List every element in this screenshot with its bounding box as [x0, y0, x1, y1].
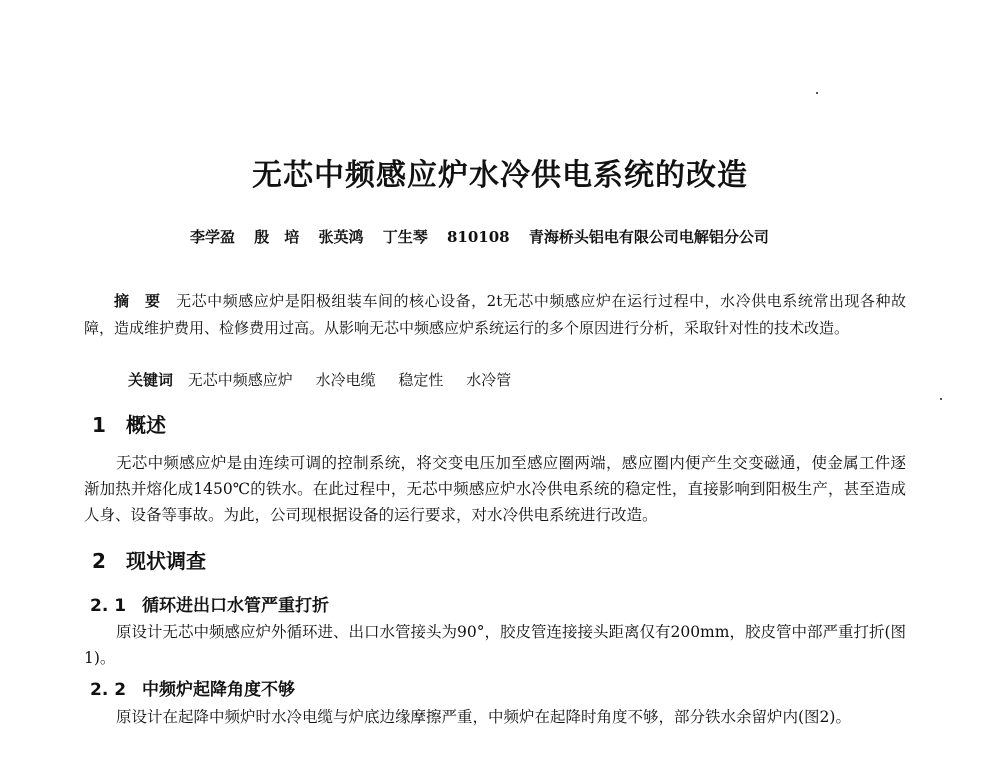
section-heading [92, 409, 166, 438]
author-line [190, 226, 783, 247]
section-title: 现状调查 [126, 549, 206, 573]
subsection-number: 2. 1 [90, 596, 127, 616]
section-heading [92, 545, 206, 574]
keyword: 水冷电缆 [315, 371, 376, 389]
subsection-heading [90, 591, 329, 616]
author-name: 丁生琴 [382, 228, 428, 246]
keyword: 无芯中频感应炉 [187, 371, 293, 389]
scan-speck [816, 92, 818, 94]
author-name: 张英鸿 [318, 228, 364, 246]
scan-speck [940, 398, 942, 400]
author-name: 殷 培 [254, 228, 300, 246]
keyword: 水冷管 [466, 371, 512, 389]
section-title: 概述 [126, 413, 166, 437]
section-number: 2 [92, 549, 106, 573]
subsection-title: 循环进出口水管严重打折 [142, 596, 329, 616]
subsection-heading [90, 675, 295, 700]
keyword: 稳定性 [398, 371, 444, 389]
subsection-title: 中频炉起降角度不够 [142, 680, 295, 700]
abstract [84, 288, 906, 342]
affiliation: 青海桥头铝电有限公司电解铝分公司 [528, 228, 769, 246]
postal-code: 810108 [447, 228, 510, 246]
section-paragraph: 无芯中频感应炉是由连续可调的控制系统，将交变电压加至感应圈两端，感应圈内便产生交变磁通，使金属工件逐渐加热并熔化成1450℃的铁水。在此过程中，无芯中频感应炉水冷供电系统的稳定性，直接影响到阳极生产，甚至造成人身、设备等事故。为此，公司现根据设备的运行要求，对水冷供电系统进行改造。 [84, 454, 906, 524]
keywords-label: 关键词 [128, 371, 174, 389]
paper-title: 无芯中频感应炉水冷供电系统的改造 [252, 158, 748, 193]
subsection-paragraph: 原设计在起降中频炉时水冷电缆与炉底边缘摩擦严重，中频炉在起降时角度不够，部分铁水余留炉内(图2)。 [116, 708, 851, 726]
subsection-number: 2. 2 [90, 680, 127, 700]
keywords [128, 369, 529, 390]
abstract-text: 无芯中频感应炉是阳极组装车间的核心设备，2t无芯中频感应炉在运行过程中，水冷供电系统常出现各种故障，造成维护费用、检修费用过高。从影响无芯中频感应炉系统运行的多个原因进行分析，采取针对性的技术改造。 [84, 292, 906, 337]
abstract-label: 摘 要 [114, 292, 161, 310]
section-number: 1 [92, 413, 106, 437]
author-name: 李学盈 [190, 228, 236, 246]
subsection-paragraph: 原设计无芯中频感应炉外循环进、出口水管接头为90°，胶皮管连接接头距离仅有200mm，胶皮管中部严重打折(图1)。 [84, 623, 907, 667]
